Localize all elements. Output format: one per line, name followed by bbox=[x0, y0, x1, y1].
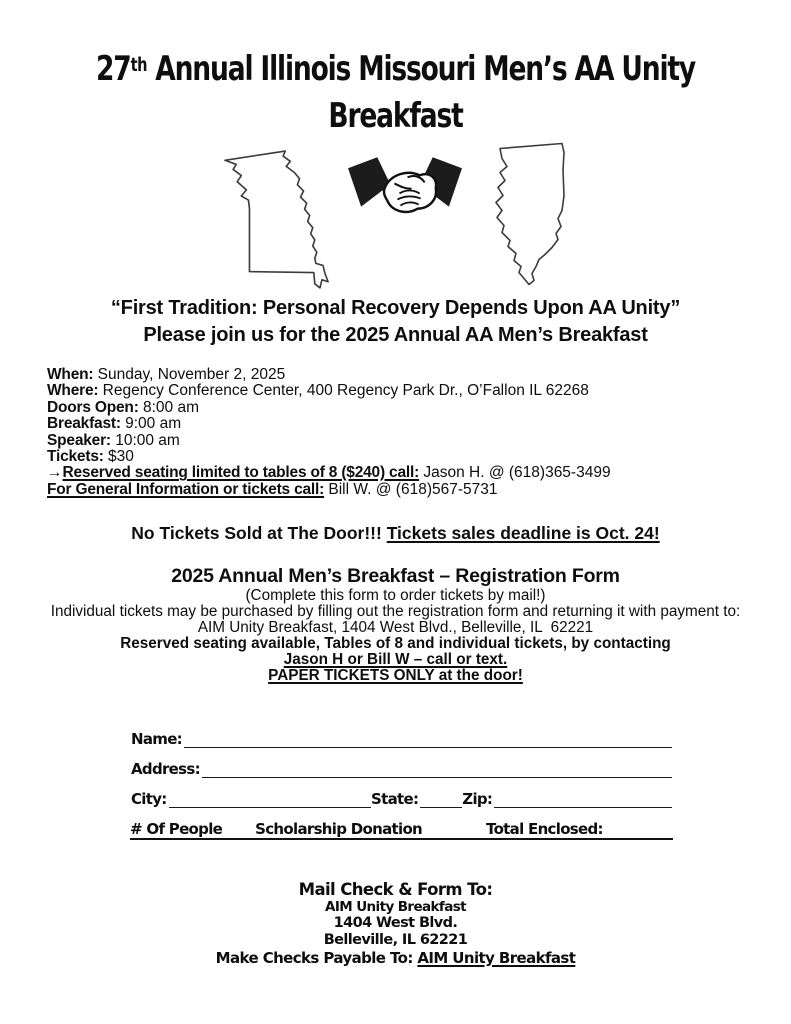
reserved-seating-line bbox=[47, 465, 611, 481]
registration-line-1: (Complete this form to order tickets by mail!) bbox=[245, 587, 546, 604]
mail-footer bbox=[0, 880, 791, 967]
detail-when-label: When: bbox=[47, 366, 94, 383]
registration-line-3: AIM Unity Breakfast, 1404 West Blvd., Belleville, IL 62221 bbox=[197, 618, 594, 636]
registration-heading: 2025 Annual Men’s Breakfast – Registration Form bbox=[171, 565, 620, 587]
zip-label: Zip: bbox=[462, 790, 493, 808]
registration-line-2: Individual tickets may be purchased by filling out the registration form and returning it with payment to: bbox=[50, 602, 741, 620]
detail-tickets-value: $30 bbox=[103, 448, 134, 466]
registration-line-6: PAPER TICKETS ONLY at the door! bbox=[268, 666, 523, 684]
detail-doors-label: Doors Open: bbox=[47, 398, 139, 416]
checks-payable-line bbox=[0, 949, 791, 967]
detail-where-label: Where: bbox=[47, 382, 99, 400]
city-field-line bbox=[169, 786, 371, 808]
page-title-line-1 bbox=[87, 42, 704, 93]
artwork-row bbox=[0, 138, 791, 296]
reserved-seating-contact: Jason H. @ (618)365-3499 bbox=[419, 464, 611, 482]
detail-where bbox=[47, 383, 611, 399]
missouri-outline-icon bbox=[212, 147, 339, 293]
title-rest: Annual Illinois Missouri Men’s AA Unity bbox=[147, 49, 695, 89]
address-field-line bbox=[202, 756, 672, 778]
title-ordinal: th bbox=[130, 55, 148, 76]
state-field-line bbox=[420, 786, 462, 808]
detail-breakfast bbox=[47, 416, 611, 432]
detail-when-value: Sunday, November 2, 2025 bbox=[93, 366, 286, 383]
event-details bbox=[47, 367, 611, 498]
people-count-label: # Of People bbox=[130, 820, 223, 838]
address-label: Address: bbox=[131, 760, 200, 778]
detail-tickets-label: Tickets: bbox=[47, 448, 104, 466]
registration-section bbox=[0, 564, 791, 683]
detail-tickets bbox=[47, 449, 611, 465]
detail-speaker bbox=[47, 433, 611, 449]
mail-city: Belleville, IL 62221 bbox=[323, 932, 468, 948]
form-row-address bbox=[131, 756, 672, 778]
name-field-line bbox=[184, 726, 672, 748]
detail-doors bbox=[47, 400, 611, 416]
checks-payable-prefix: Make Checks Payable To: bbox=[215, 949, 418, 967]
detail-breakfast-label: Breakfast: bbox=[47, 415, 121, 433]
quote-block bbox=[0, 295, 791, 349]
title-number: 27 bbox=[96, 49, 131, 89]
detail-doors-value: 8:00 am bbox=[138, 398, 199, 416]
mail-street: 1404 West Blvd. bbox=[333, 915, 458, 931]
general-info-line bbox=[47, 482, 611, 498]
form-row-city-state-zip bbox=[131, 786, 672, 808]
general-info-contact: Bill W. @ (618)567-5731 bbox=[324, 480, 498, 498]
scholarship-label: Scholarship Donation bbox=[255, 820, 423, 838]
registration-line-4: Reserved seating available, Tables of 8 and individual tickets, by contacting bbox=[120, 634, 671, 652]
detail-speaker-label: Speaker: bbox=[47, 431, 111, 449]
detail-breakfast-value: 9:00 am bbox=[120, 415, 182, 433]
city-label: City: bbox=[131, 790, 167, 808]
reserved-seating-label: Reserved seating limited to tables of 8 ($240) call: bbox=[62, 464, 420, 482]
general-info-label: For General Information or tickets call: bbox=[47, 480, 325, 498]
page-title bbox=[87, 42, 704, 140]
name-label: Name: bbox=[131, 730, 182, 748]
total-enclosed-label: Total Enclosed: bbox=[486, 820, 603, 838]
handshake-icon bbox=[347, 156, 463, 225]
mail-heading: Mail Check & Form To: bbox=[298, 880, 493, 899]
mail-name: AIM Unity Breakfast bbox=[324, 899, 467, 915]
illinois-outline-icon bbox=[486, 140, 576, 293]
quote-line-1: “First Tradition: Personal Recovery Depends Upon AA Unity” bbox=[110, 297, 681, 319]
checks-payable-name: AIM Unity Breakfast bbox=[417, 949, 576, 967]
state-label: State: bbox=[371, 790, 419, 808]
detail-where-value: Regency Conference Center, 400 Regency Park Dr., O’Fallon IL 62268 bbox=[98, 382, 589, 400]
zip-field-line bbox=[494, 786, 672, 808]
arrow-icon: → bbox=[47, 464, 63, 482]
registration-line-5: Jason H or Bill W – call or text. bbox=[283, 650, 508, 668]
detail-speaker-value: 10:00 am bbox=[110, 431, 180, 449]
door-notice-text: No Tickets Sold at The Door!!! bbox=[131, 523, 387, 543]
form-row-name bbox=[131, 726, 672, 748]
form-row-totals bbox=[130, 816, 673, 840]
quote-line-2: Please join us for the 2025 Annual AA Men’s Breakfast bbox=[143, 324, 648, 346]
deadline-text: Tickets sales deadline is Oct. 24! bbox=[386, 523, 660, 543]
page-title-line-2: Breakfast bbox=[328, 96, 463, 136]
detail-when bbox=[47, 367, 611, 383]
door-notice bbox=[0, 523, 791, 544]
